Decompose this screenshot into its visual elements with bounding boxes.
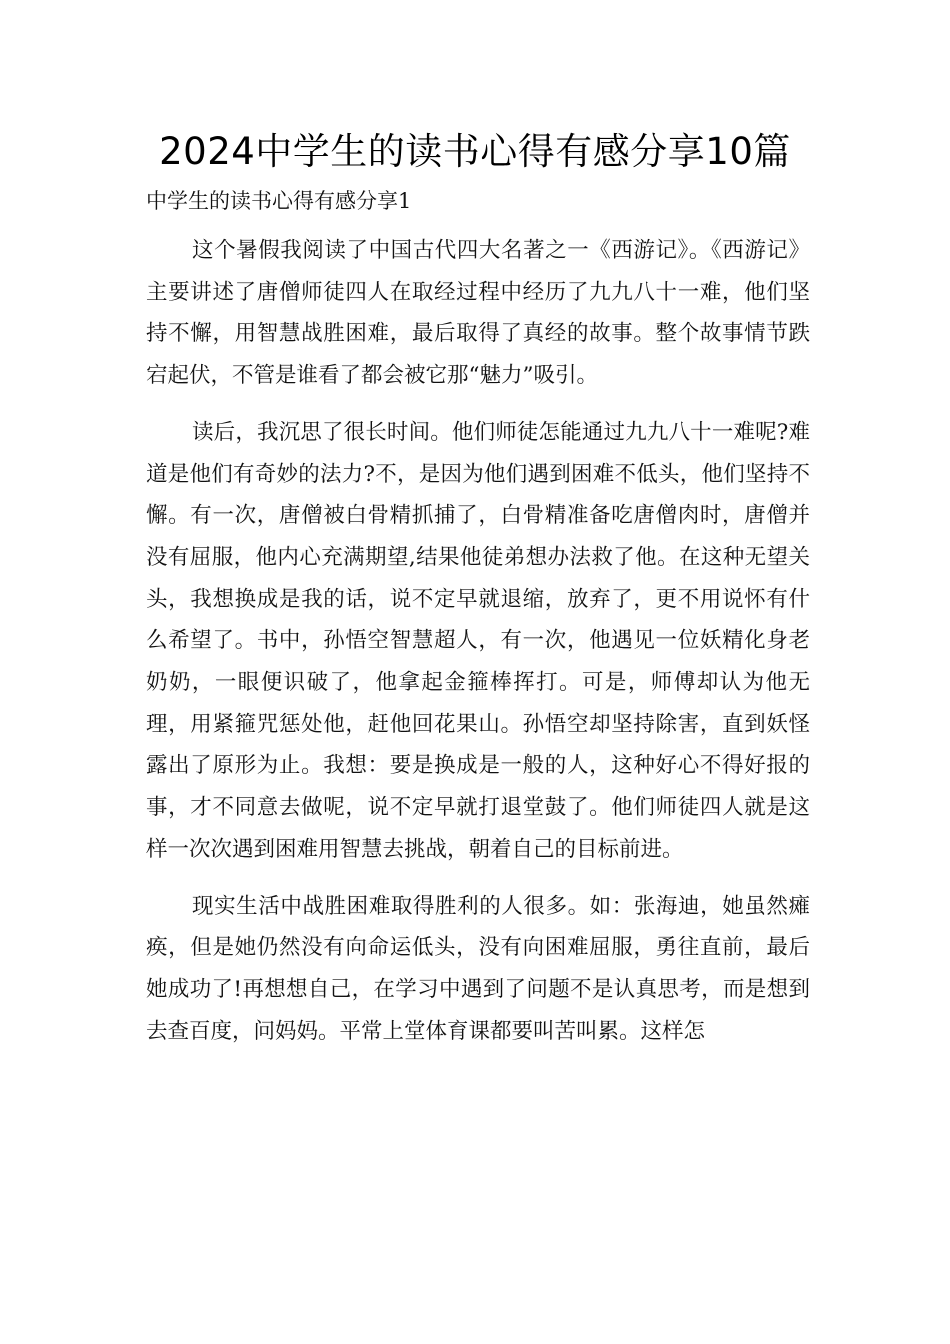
document-title: 2024中学生的读书心得有感分享10篇 bbox=[159, 130, 791, 173]
body-paragraph: 这个暑假我阅读了中国古代四大名著之一《西游记》。《西游记》主要讲述了唐僧师徒四人在取经过程中经历了九九八十一难，他们坚持不懈，用智慧战胜困难，最后取得了真经的故事。整个故事情节跌宕起伏，不管是谁看了都会被它那“魅力”吸引。 bbox=[146, 238, 810, 389]
document-body bbox=[146, 230, 810, 1067]
section-heading: 中学生的读书心得有感分享1 bbox=[146, 189, 412, 213]
body-paragraph: 现实生活中战胜困难取得胜利的人很多。如：张海迪，她虽然瘫痪，但是她仍然没有向命运低头，没有向困难屈服，勇往直前，最后她成功了!再想想自己，在学习中遇到了问题不是认真思考，而是想到去查百度，问妈妈。平常上堂体育课都要叫苦叫累。这样怎 bbox=[146, 893, 810, 1044]
body-paragraph: 读后，我沉思了很长时间。他们师徒怎能通过九九八十一难呢?难道是他们有奇妙的法力?不，是因为他们遇到困难不低头，他们坚持不懈。有一次，唐僧被白骨精抓捕了，白骨精准备吃唐僧肉时，唐僧并没有屈服，他内心充满期望,结果他徒弟想办法救了他。在这种无望关头，我想换成是我的话，说不定早就退缩，放弃了，更不用说怀有什么希望了。书中，孙悟空智慧超人，有一次，他遇见一位妖精化身老奶奶，一眼便识破了，他拿起金箍棒挥打。可是，师傅却认为他无理，用紧箍咒惩处他，赶他回花果山。孙悟空却坚持除害，直到妖怪露出了原形为止。我想：要是换成是一般的人，这种好心不得好报的事，才不同意去做呢，说不定早就打退堂鼓了。他们师徒四人就是这样一次次遇到困难用智慧去挑战，朝着自己的目标前进。 bbox=[146, 419, 810, 862]
